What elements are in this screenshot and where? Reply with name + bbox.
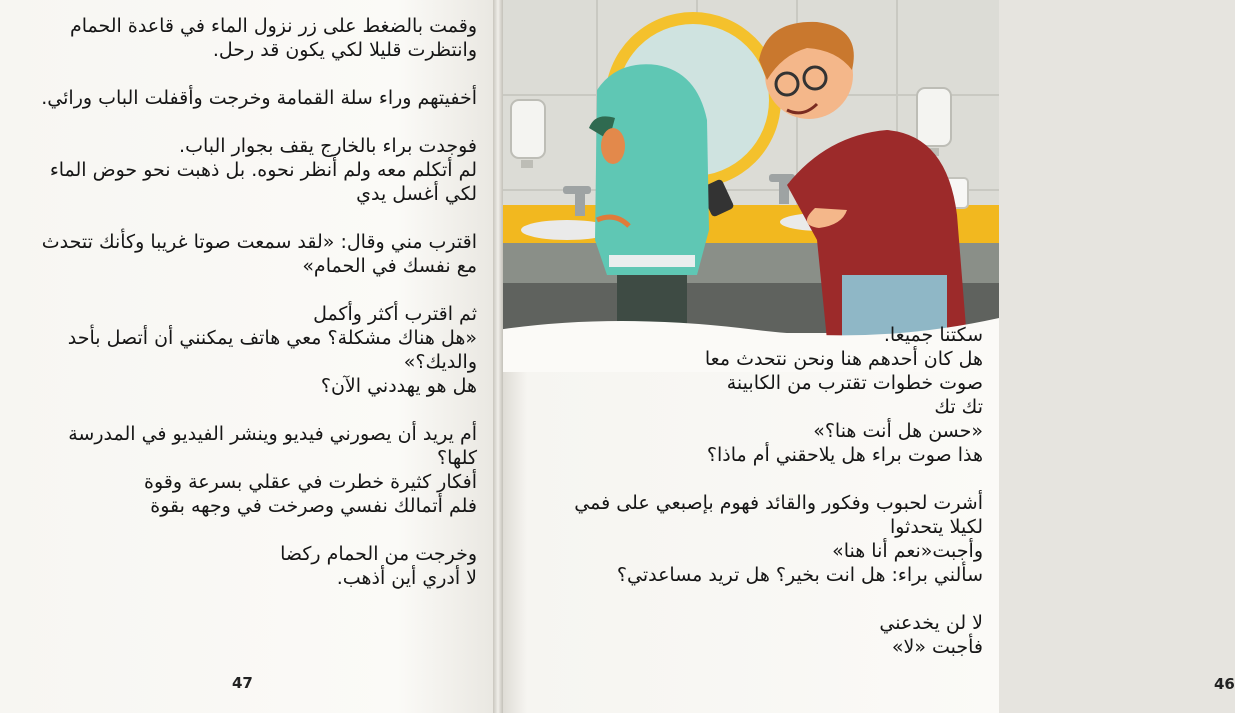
text-line: أفكار كثيرة خطرت في عقلي بسرعة وقوة <box>144 471 477 493</box>
text-line: «حسن هل أنت هنا؟» <box>813 420 983 442</box>
paragraph <box>503 491 983 587</box>
text-line: فأجبت «لا» <box>891 636 983 658</box>
text-line: فوجدت براء بالخارج يقف بجوار الباب. <box>179 135 477 157</box>
text-line: سكتنا جميعا. <box>883 324 983 346</box>
text-line: «هل هناك مشكلة؟ معي هاتف يمكنني أن أتصل بأحد <box>67 327 477 349</box>
paragraph <box>17 422 477 518</box>
text-line: أشرت لحبوب وفكور والقائد فهوم بإصبعي على فمي <box>574 492 983 514</box>
right-page <box>497 0 1235 713</box>
text-line: هل كان أحدهم هنا ونحن نتحدث معا <box>704 348 983 370</box>
paragraph <box>17 86 477 110</box>
text-line: وقمت بالضغط على زر نزول الماء في قاعدة الحمام <box>69 15 477 37</box>
text-line: صوت خطوات تقترب من الكابينة <box>726 372 983 394</box>
paragraph <box>503 323 983 467</box>
paragraph <box>503 611 983 659</box>
text-line: أم يريد أن يصورني فيديو وينشر الفيديو في المدرسة <box>68 423 477 445</box>
text-line: ثم اقترب أكثر وأكمل <box>313 303 477 325</box>
page-number-left: 47 <box>232 674 253 692</box>
left-page <box>0 0 497 713</box>
paragraph <box>17 302 477 398</box>
text-line: تك تك <box>934 396 983 418</box>
text-line: وخرجت من الحمام ركضا <box>280 543 477 565</box>
text-line: مع نفسك في الحمام» <box>302 255 477 277</box>
restroom-illustration-icon <box>497 0 999 372</box>
paragraph <box>17 14 477 62</box>
text-line: هذا صوت براء هل يلاحقني أم ماذا؟ <box>706 444 983 466</box>
paragraph <box>17 230 477 278</box>
text-line: هل هو يهددني الآن؟ <box>320 375 477 397</box>
text-line: لا أدري أين أذهب. <box>336 567 477 589</box>
text-line: فلم أتمالك نفسي وصرخت في وجهه بقوة <box>150 495 477 517</box>
paragraph <box>17 134 477 206</box>
text-line: سألني براء: هل انت بخير؟ هل تريد مساعدتي؟ <box>616 564 983 586</box>
book-spine <box>493 0 503 713</box>
text-line: أخفيتهم وراء سلة القمامة وخرجت وأقفلت الباب ورائي. <box>41 87 477 109</box>
page-number-right: 46 <box>1214 675 1235 693</box>
text-line: وأجبت«نعم أنا هنا» <box>832 540 983 562</box>
text-line: وانتظرت قليلا لكي يكون قد رحل. <box>212 39 477 61</box>
text-line: لا لن يخدعني <box>879 612 983 634</box>
text-line: لكيلا يتحدثوا <box>889 516 983 538</box>
text-line: كلها؟ <box>437 447 477 469</box>
right-page-text <box>503 323 983 683</box>
text-line: اقترب مني وقال: «لقد سمعت صوتا غريبا وكأنك تتحدث <box>41 231 477 253</box>
left-page-text <box>17 14 477 614</box>
paragraph <box>17 542 477 590</box>
text-line: لم أتكلم معه ولم أنظر نحوه. بل ذهبت نحو حوض الماء <box>49 159 477 181</box>
text-line: لكي أغسل يدي <box>356 183 477 205</box>
text-line: والديك؟» <box>403 351 477 373</box>
